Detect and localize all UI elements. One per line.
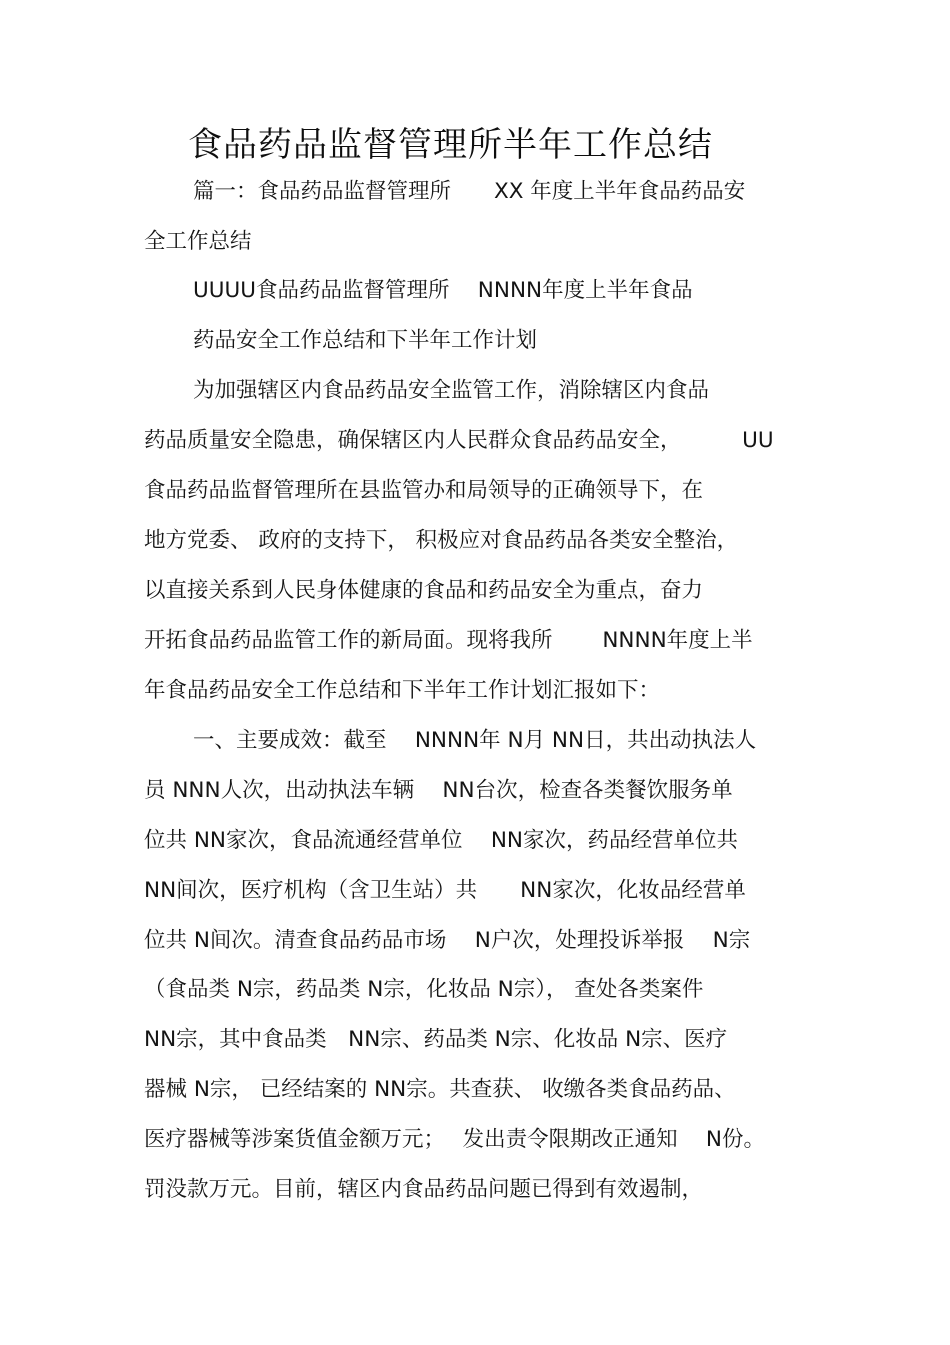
paragraph-line: 食品药品监督管理所在县监管办和局领导的正确领导下，在 [144,478,704,503]
paragraph-line: 器械 N宗， 已经结案的 NN宗。共查获、 收缴各类食品药品、 [144,1077,736,1102]
paragraph-line: 药品安全工作总结和下半年工作计划 [193,328,538,353]
paragraph-line: 年食品药品安全工作总结和下半年工作计划汇报如下： [144,678,661,703]
paragraph-line: 医疗器械等涉案货值金额万元； 发出责令限期改正通知 N份。 [144,1127,766,1152]
paragraph-line: 药品质量安全隐患，确保辖区内人民群众食品药品安全， UU [144,428,774,453]
paragraph-line: 全工作总结 [144,229,252,254]
document-title: 食品药品监督管理所半年工作总结 [188,125,713,165]
paragraph-line: 位共 NN家次，食品流通经营单位 NN家次，药品经营单位共 [144,828,739,853]
paragraph-line: UUUU食品药品监督管理所 NNNN年度上半年食品 [193,278,693,303]
paragraph-line: （食品类 N宗，药品类 N宗，化妆品 N宗）， 查处各类案件 [144,977,704,1002]
paragraph-line: 为加强辖区内食品药品安全监管工作，消除辖区内食品 [193,378,710,403]
paragraph-line: 一、主要成效：截至 NNNN年 N月 NN日，共出动执法人 [193,728,757,753]
paragraph-line: 罚没款万元。目前，辖区内食品药品问题已得到有效遏制， [144,1177,704,1202]
paragraph-line: 地方党委、 政府的支持下， 积极应对食品药品各类安全整治， [144,528,739,553]
paragraph-line: 篇一：食品药品监督管理所 XX 年度上半年食品药品安 [193,179,746,204]
paragraph-line: 员 NNN人次，出动执法车辆 NN台次，检查各类餐饮服务单 [144,778,733,803]
paragraph-line: 以直接关系到人民身体健康的食品和药品安全为重点，奋力 [144,578,704,603]
paragraph-line: NN间次，医疗机构（含卫生站）共 NN家次，化妆品经营单 [144,878,746,903]
paragraph-line: NN宗，其中食品类 NN宗、药品类 N宗、化妆品 N宗、医疗 [144,1027,728,1052]
paragraph-line: 位共 N间次。清查食品药品市场 N户次，处理投诉举报 N宗 [144,928,751,953]
paragraph-line: 开拓食品药品监管工作的新局面。现将我所 NNNN年度上半 [144,628,753,653]
